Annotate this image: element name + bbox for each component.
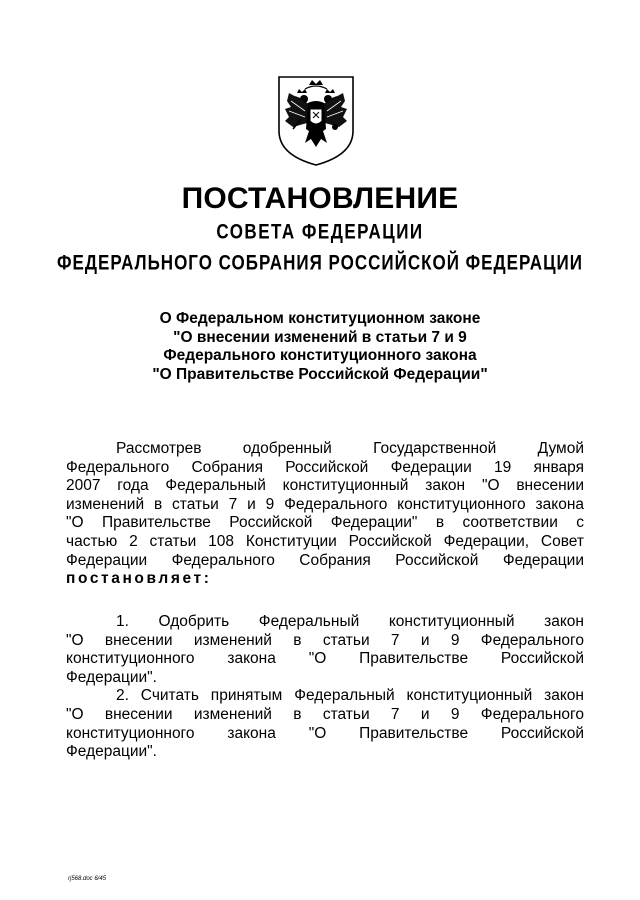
coat-of-arms-icon [271, 71, 361, 167]
item-1-line: конституционного закона "О Правительстве Российской [66, 650, 584, 668]
issuer-line-full: ФЕДЕРАЛЬНОГО СОБРАНИЯ РОССИЙСКОЙ ФЕДЕРАЦИИ [57, 250, 583, 275]
item-2-line: "О внесении изменений в статьи 7 и 9 Федерального [66, 705, 584, 723]
subject-line: О Федеральном конституционном законе [159, 310, 481, 327]
preamble-line: "О Правительстве Российской Федерации" в соответствии с [66, 514, 584, 532]
subject-line: "О внесении изменений в статьи 7 и 9 [173, 328, 467, 346]
item-1-line: "О внесении изменений в статьи 7 и 9 Федерального [66, 631, 584, 649]
item-1-line: 1. Одобрить Федеральный конституционный закон [116, 613, 584, 630]
preamble-paragraph [66, 440, 584, 589]
resolution-items [66, 613, 584, 762]
preamble-line: Федерации Федерального Собрания Российской Федерации [66, 551, 584, 569]
subject-line: Федерального конституционного закона [163, 347, 477, 364]
item-2-line: Федерации". [66, 743, 157, 761]
item-2-line: 2. Считать принятым Федеральный конституционный закон [116, 687, 584, 705]
subject-heading [0, 310, 640, 384]
preamble-line: 2007 года Федеральный конституционный закон "О внесении [66, 477, 584, 495]
issuer-line: СОВЕТА ФЕДЕРАЦИИ [216, 219, 424, 244]
file-code: rj568.doc 6/45 [68, 876, 107, 882]
item-1-line: Федерации". [66, 668, 157, 686]
preamble-line: изменений в статьи 7 и 9 Федерального конституционного закона [66, 495, 584, 513]
resolves-word: постановляет: [66, 570, 212, 588]
document-title: ПОСТАНОВЛЕНИЕ [181, 182, 459, 215]
preamble-line: частью 2 статьи 108 Конституции Российской Федерации, Совет [66, 532, 584, 550]
preamble-line: Рассмотрев одобренный Государственной Думой [116, 440, 584, 457]
preamble-line: Федерального Собрания Российской Федерации 19 января [66, 458, 584, 476]
subject-line: "О Правительстве Российской Федерации" [152, 365, 488, 383]
item-2-line: конституционного закона "О Правительстве Российской [66, 724, 584, 742]
